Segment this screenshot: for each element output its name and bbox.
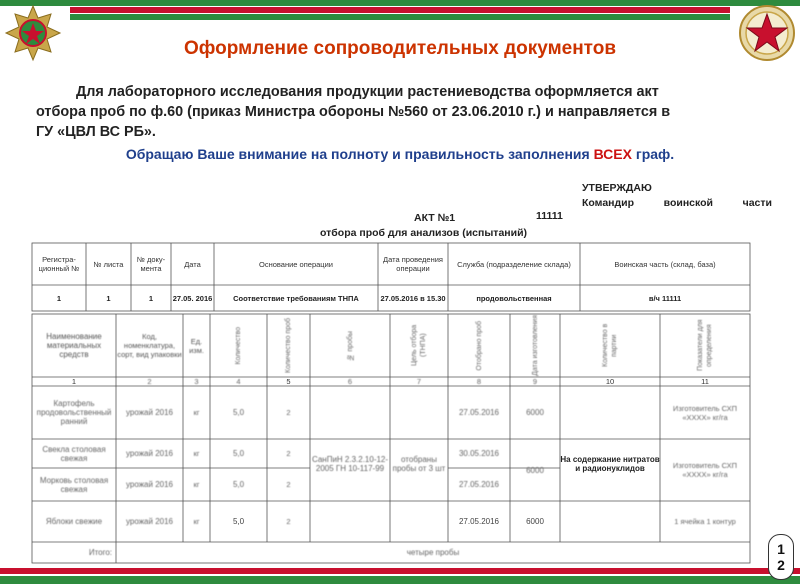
t1-cell-doc: 1 bbox=[148, 293, 154, 303]
t2-row2-code: урожай 2016 bbox=[125, 449, 173, 458]
t2-row4-note: 1 ячейка 1 контур bbox=[674, 517, 736, 526]
t2-row2-name: Свекла столовая свежая bbox=[42, 444, 106, 463]
t1-header-unit: Воинская часть (склад, база) bbox=[614, 259, 716, 269]
t2-total-label: Итого: bbox=[88, 548, 112, 557]
intro-line-3: ГУ «ЦВЛ ВС РБ». bbox=[36, 124, 156, 140]
t2-merged-indicator: На содержание нитратов и радионуклидов bbox=[560, 455, 660, 473]
t2-row2-qty: 5,0 bbox=[232, 449, 245, 458]
t2-num-8: 8 bbox=[476, 377, 482, 386]
t2-row2-unit: кг bbox=[193, 449, 200, 458]
act-title: АКТ №1 bbox=[414, 212, 456, 224]
t1-header-date: Дата bbox=[184, 259, 201, 269]
page-number-bottom: 2 bbox=[777, 557, 785, 573]
t2-header-batch: Количество в партии bbox=[602, 323, 618, 368]
t2-header-code: Код, номенклатура, сорт, вид упаковки bbox=[117, 332, 182, 359]
t2-row1-probes: 2 bbox=[286, 408, 291, 417]
t2-num-3: 3 bbox=[194, 377, 199, 386]
page-title: Оформление сопроводительных документов bbox=[183, 38, 617, 59]
t2-num-11: 11 bbox=[701, 377, 709, 386]
t2-row4-name: Яблоки свежие bbox=[45, 517, 103, 526]
approval-title: УТВЕРЖДАЮ bbox=[582, 182, 652, 194]
t2-header-qty: Количество bbox=[235, 326, 242, 365]
t2-header-indicators: Показатели для определения bbox=[697, 319, 713, 372]
t2-row1-note: Изготовитель СХП «ХХХХ» кг/га bbox=[672, 403, 738, 422]
t2-header-date: Дата изготовления bbox=[531, 315, 539, 376]
t2-row3-qty: 5,0 bbox=[232, 480, 245, 489]
t2-num-5: 5 bbox=[286, 377, 291, 386]
t2-header-name: Наименование материальных средств bbox=[46, 332, 102, 359]
t1-cell-service: продовольственная bbox=[476, 293, 552, 303]
t2-row3-unit: кг bbox=[193, 480, 200, 489]
t2-num-7: 7 bbox=[416, 377, 422, 386]
notice-prefix: Обращаю Ваше внимание на полноту и правильность заполнения bbox=[125, 146, 594, 162]
act-subtitle: отбора проб для анализов (испытаний) bbox=[320, 227, 528, 239]
t2-row4-count: 6000 bbox=[526, 517, 544, 526]
t2-row4-qty: 5,0 bbox=[232, 517, 245, 526]
page-number-top: 1 bbox=[777, 541, 785, 557]
t2-row3-name: Морковь столовая свежая bbox=[39, 475, 109, 494]
t2-row1-name: Картофель продовольственный ранний bbox=[36, 399, 112, 426]
t1-cell-reg: 1 bbox=[56, 293, 62, 303]
approval-word-2: воинской bbox=[663, 197, 713, 209]
notice-highlight: ВСЕХ bbox=[593, 146, 632, 162]
t2-total-value: четыре пробы bbox=[406, 548, 460, 557]
t2-row3-note: Изготовитель СХП «ХХХХ» кг/га bbox=[672, 461, 738, 479]
t1-cell-date: 27.05. 2016 bbox=[172, 293, 213, 303]
t2-num-2: 2 bbox=[147, 377, 152, 386]
t2-header-probe-no: № пробы bbox=[346, 330, 354, 361]
notice-suffix: граф. bbox=[631, 146, 675, 162]
page-number-badge bbox=[768, 534, 794, 580]
t2-merged-select: отобраны пробы от 3 шт bbox=[392, 455, 446, 473]
t2-header-selected: Отобрано проб bbox=[475, 320, 483, 371]
t2-row1-count: 6000 bbox=[526, 408, 544, 417]
t1-cell-basis: Соответствие требованиям ТНПА bbox=[233, 293, 359, 303]
t1-cell-unit: в/ч 11111 bbox=[648, 293, 682, 303]
t2-row4-code: урожай 2016 bbox=[125, 517, 173, 526]
t2-row4-unit: кг bbox=[193, 517, 200, 526]
t2-merged-target: СанПиН 2.3.2.10-12-2005 ГН 10-117-99 bbox=[311, 455, 389, 473]
t2-row1-qty: 5,0 bbox=[232, 408, 245, 417]
approval-word-1: Командир bbox=[582, 197, 635, 209]
t2-header-unit: Ед. изм. bbox=[189, 336, 204, 355]
t2-row2-probes: 2 bbox=[286, 449, 291, 458]
t2-num-6: 6 bbox=[347, 377, 353, 386]
t2-num-10: 10 bbox=[605, 377, 615, 386]
t1-header-op-date: Дата проведения операции bbox=[383, 255, 443, 273]
t1-cell-sheet: 1 bbox=[106, 293, 111, 303]
t1-cell-op-date: 27.05.2016 в 15.30 bbox=[380, 293, 446, 303]
t2-num-9: 9 bbox=[532, 377, 538, 386]
t2-row2-date: 30.05.2016 bbox=[458, 449, 500, 458]
t2-num-1: 1 bbox=[71, 377, 77, 386]
t1-header-basis: Основание операции bbox=[259, 259, 333, 269]
t2-row4-date: 27.05.2016 bbox=[458, 517, 500, 526]
t2-row3-count: 6000 bbox=[526, 465, 544, 475]
t2-row4-probes: 2 bbox=[286, 517, 291, 526]
intro-line-1: Для лабораторного исследования продукции растениеводства оформляется акт bbox=[76, 84, 659, 100]
t1-header-reg: Регистра-ционный № bbox=[38, 255, 80, 273]
t2-row1-code: урожай 2016 bbox=[125, 408, 173, 417]
t2-header-probes: Количество проб bbox=[285, 317, 292, 374]
intro-line-2: отбора проб по ф.60 (приказ Министра обороны №560 от 23.06.2010 г.) и направляется в bbox=[36, 104, 671, 120]
t2-row1-unit: кг bbox=[193, 408, 200, 417]
t2-num-4: 4 bbox=[236, 377, 241, 386]
t2-row3-date: 27.05.2016 bbox=[458, 480, 500, 489]
approval-word-3: части bbox=[742, 197, 772, 209]
t2-row3-probes: 2 bbox=[286, 480, 291, 489]
t1-header-service: Служба (подразделение склада) bbox=[457, 259, 571, 269]
t1-header-doc: № доку-мента bbox=[136, 255, 166, 273]
t2-row3-code: урожай 2016 bbox=[125, 480, 173, 489]
t2-row1-date: 27.05.2016 bbox=[458, 408, 500, 417]
act-number: 11111 bbox=[536, 210, 563, 222]
t2-header-target: Цель отбора (ТНПА) bbox=[411, 324, 427, 367]
t1-header-sheet: № листа bbox=[93, 259, 124, 269]
